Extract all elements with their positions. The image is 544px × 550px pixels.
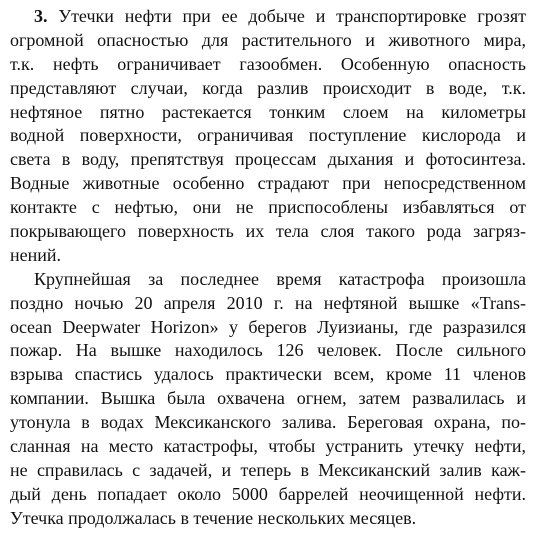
text-line: поздно ночью 20 апреля 2010 г. на нефтяной вышке «Trans- [10, 292, 526, 313]
text-line: контакте с нефтью, они не приспособлены избавляться от [10, 197, 526, 218]
text-line: сланная на место катастрофы, чтобы устранить утечку нефти, [10, 436, 526, 457]
text-line: утонула в водах Мексиканского залива. Береговая охрана, по- [10, 412, 526, 433]
text-line: ocean Deepwater Horizon» у берегов Луизианы, где разразился [10, 316, 526, 337]
text-line: т.к. нефть ограничивает газообмен. Особенную опасность [10, 53, 526, 74]
text-line: Крупнейшая за последнее время катастрофа произошла [34, 268, 526, 289]
text-line: компании. Вышка была охвачена огнем, затем развалилась и [10, 388, 526, 409]
text-line: нефтяное пятно растекается тонким слоем на километры [10, 101, 526, 122]
text-line: света в воду, препятствуя процессам дыхания и фотосинтеза. [10, 149, 526, 170]
text-line: огромной опасностью для растительного и животного мира, [10, 29, 526, 50]
text-line: дый день попадает около 5000 баррелей неочищенной нефти. [10, 483, 526, 504]
text-line: нений. [10, 244, 62, 265]
paragraph-2 [10, 268, 526, 531]
item-number: 3. [34, 6, 48, 26]
text-line: Водные животные особенно страдают при непосредственном [10, 173, 526, 194]
text-fragment: Утечки нефти при ее добыче и транспортировке грозят [47, 6, 526, 26]
text-line [10, 5, 526, 29]
text-line: не справилась с задачей, и теперь в Мексиканский залив каж- [10, 459, 526, 480]
text-line: водной поверхности, ограничивая поступление кислорода и [10, 125, 526, 146]
text-line: представляют случаи, когда разлив происходит в воде, т.к. [10, 77, 526, 98]
text-line: взрыва спастись удалось практически всем, кроме 11 членов [10, 364, 526, 385]
text-line: пожар. На вышке находилось 126 человек. После сильного [10, 340, 526, 361]
document-page [10, 5, 526, 531]
text-line: Утечка продолжалась в течение нескольких месяцев. [10, 507, 417, 528]
text-line: покрывающего поверхность их тела слоя такого рода загряз- [10, 221, 526, 242]
paragraph-1 [10, 5, 526, 268]
